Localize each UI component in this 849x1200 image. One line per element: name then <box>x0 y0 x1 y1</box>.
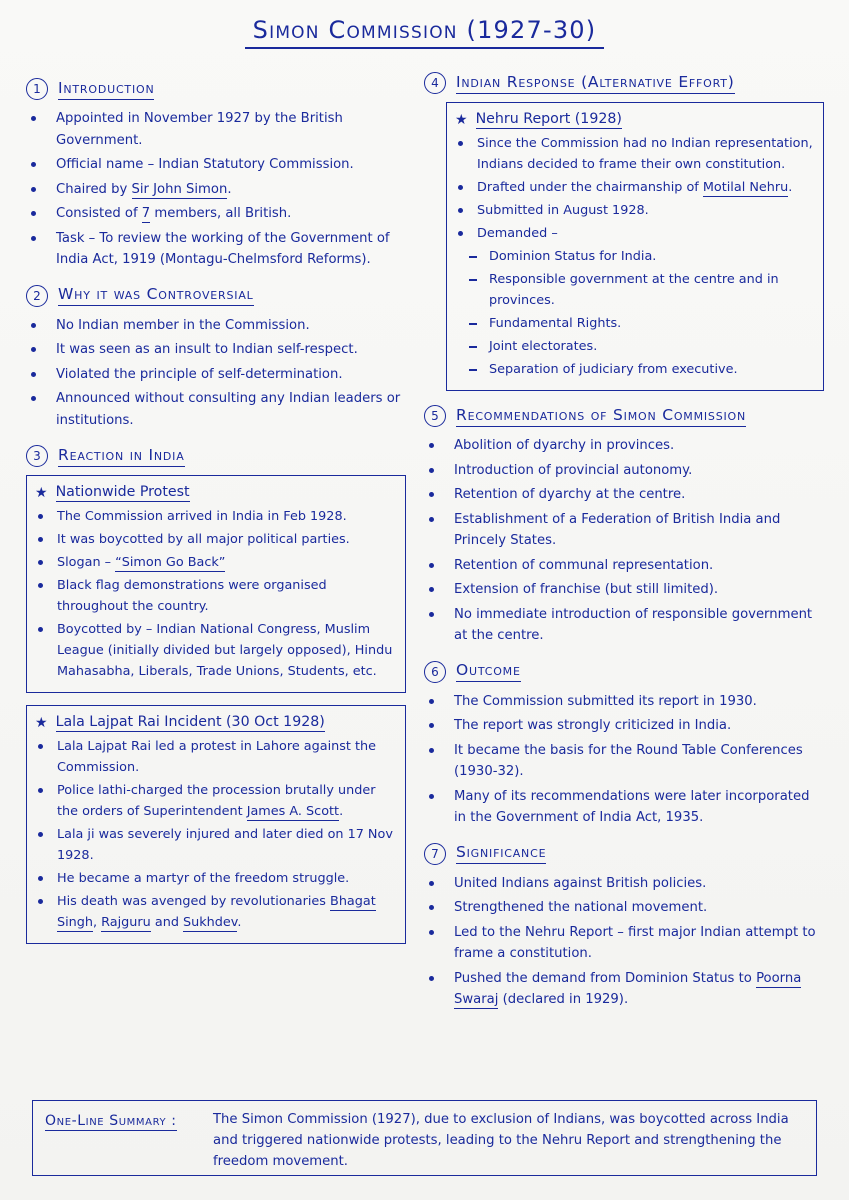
list-item: Demanded – <box>455 223 813 244</box>
section-title: Recommendations of Simon Commission <box>456 406 746 427</box>
section-number: 6 <box>424 661 446 683</box>
list-item: The report was strongly criticized in India. <box>424 715 824 737</box>
item-text: His death was avenged by revolutionaries <box>57 894 331 909</box>
list-item: Announced without consulting any Indian leaders or institutions. <box>26 388 406 431</box>
list-item: Retention of communal representation. <box>424 555 824 577</box>
item-text: Consisted of <box>56 206 142 221</box>
item-text-end: . <box>788 180 793 195</box>
list-item <box>35 552 395 573</box>
item-text: Chaired by <box>56 181 132 197</box>
list-item: United Indians against British policies. <box>424 873 824 895</box>
slogan-text: “Simon Go Back” <box>115 555 226 570</box>
section-number: 4 <box>424 72 446 94</box>
item-text: Police lathi-charged the procession brutally under the orders of Superintendent <box>57 783 376 819</box>
list-item: Extension of franchise (but still limited). <box>424 579 824 601</box>
item-text: Pushed the demand from Dominion Status to <box>454 970 757 986</box>
box-heading <box>455 111 813 129</box>
revolutionary-name: Rajguru <box>101 915 151 930</box>
item-text: Slogan – <box>57 555 116 570</box>
list-item <box>26 179 406 201</box>
list-item: Establishment of a Federation of British India and Princely States. <box>424 509 824 552</box>
section-title: Reaction in India <box>58 446 185 467</box>
list-item: Official name – Indian Statutory Commission. <box>26 154 406 176</box>
nehru-report-box <box>446 102 824 391</box>
list-item: The Commission submitted its report in 1930. <box>424 691 824 713</box>
separator: and <box>150 915 184 930</box>
section-heading <box>424 843 824 865</box>
swaraj-term: Poorna Swaraj <box>454 970 802 1007</box>
section-heading <box>424 72 824 94</box>
section-heading <box>26 285 406 307</box>
demand-item: Separation of judiciary from executive. <box>455 359 813 380</box>
member-count: 7 <box>141 206 151 221</box>
nationwide-protest-box <box>26 475 406 693</box>
section-title: Significance <box>456 843 546 864</box>
list-item: Many of its recommendations were later incorporated in the Government of India Act, 1935. <box>424 786 824 829</box>
bullet-list <box>35 736 395 933</box>
box-title: Nationwide Protest <box>55 484 190 500</box>
list-item: He became a martyr of the freedom struggle. <box>35 868 395 889</box>
list-item: Appointed in November 1927 by the British Government. <box>26 108 406 151</box>
list-item <box>35 891 395 933</box>
star-icon: ★ <box>35 715 48 731</box>
list-item <box>455 177 813 198</box>
box-heading <box>35 714 395 732</box>
list-item <box>26 203 406 225</box>
demand-item: Responsible government at the centre and in provinces. <box>455 269 813 311</box>
section-number: 2 <box>26 285 48 307</box>
left-column <box>26 78 406 958</box>
demand-item: Joint electorates. <box>455 336 813 357</box>
list-item: Lala Lajpat Rai led a protest in Lahore against the Commission. <box>35 736 395 778</box>
section-number: 5 <box>424 405 446 427</box>
star-icon: ★ <box>455 112 468 128</box>
list-item: No immediate introduction of responsible government at the centre. <box>424 604 824 647</box>
list-item: It was seen as an insult to Indian self-respect. <box>26 339 406 361</box>
list-item: Lala ji was severely injured and later died on 17 Nov 1928. <box>35 824 395 866</box>
bullet-list <box>424 873 824 1011</box>
item-text: Drafted under the chairmanship of <box>477 180 703 195</box>
section-title: Indian Response (Alternative Effort) <box>456 73 735 94</box>
box-heading <box>35 484 395 502</box>
list-item: Since the Commission had no Indian representation, Indians decided to frame their own constitution. <box>455 133 813 175</box>
list-item: Strengthened the national movement. <box>424 897 824 919</box>
item-text-end: . <box>227 181 232 197</box>
list-item: Introduction of provincial autonomy. <box>424 460 824 482</box>
list-item: Retention of dyarchy at the centre. <box>424 484 824 506</box>
officer-name: James A. Scott <box>246 804 340 819</box>
list-item: It was boycotted by all major political parties. <box>35 529 395 550</box>
section-number: 7 <box>424 843 446 865</box>
star-icon: ★ <box>35 485 48 501</box>
chairperson-name: Sir John Simon <box>131 181 228 197</box>
bullet-list <box>26 315 406 432</box>
list-item: Abolition of dyarchy in provinces. <box>424 435 824 457</box>
lajpat-rai-incident-box <box>26 705 406 944</box>
section-recommendations <box>424 405 824 647</box>
revolutionary-name: Bhagat Singh <box>57 894 376 930</box>
item-text-end: (declared in 1929). <box>498 992 629 1007</box>
right-column <box>424 72 824 1025</box>
demands-list <box>455 246 813 380</box>
list-item: Led to the Nehru Report – first major Indian attempt to frame a constitution. <box>424 922 824 965</box>
section-heading <box>424 661 824 683</box>
section-number: 1 <box>26 78 48 100</box>
bullet-list <box>455 133 813 244</box>
page-title: Simon Commission (1927-30) <box>245 16 605 49</box>
list-item: Task – To review the working of the Government of India Act, 1919 (Montagu-Chelmsford Reforms). <box>26 228 406 271</box>
list-item: Violated the principle of self-determination. <box>26 364 406 386</box>
demand-item: Fundamental Rights. <box>455 313 813 334</box>
section-heading <box>26 445 406 467</box>
section-why-controversial <box>26 285 406 432</box>
item-text-end: members, all British. <box>150 206 292 221</box>
summary-label-wrap <box>45 1109 213 1167</box>
section-introduction <box>26 78 406 271</box>
list-item: The Commission arrived in India in Feb 1928. <box>35 506 395 527</box>
section-title: Introduction <box>58 79 154 100</box>
list-item: Boycotted by – Indian National Congress, Muslim League (initially divided but largely opposed), Hindu Mahasabha, Liberals, Trade Unions, Students, etc. <box>35 619 395 682</box>
list-item <box>424 968 824 1011</box>
page-title-wrap <box>0 16 849 49</box>
box-title: Nehru Report (1928) <box>475 111 622 127</box>
section-number: 3 <box>26 445 48 467</box>
item-text-end: . <box>237 915 242 930</box>
section-reaction-in-india <box>26 445 406 944</box>
list-item: Submitted in August 1928. <box>455 200 813 221</box>
section-outcome <box>424 661 824 829</box>
section-heading <box>26 78 406 100</box>
separator: , <box>93 915 102 930</box>
bullet-list <box>26 108 406 271</box>
one-line-summary-box <box>32 1100 817 1176</box>
item-text-end: . <box>339 804 344 819</box>
summary-text: The Simon Commission (1927), due to exclusion of Indians, was boycotted across India and triggered nationwide protests, leading to the Nehru Report and strengthening the freedom movement. <box>213 1112 789 1169</box>
bullet-list <box>35 506 395 682</box>
section-title: Why it was Controversial <box>58 285 254 306</box>
box-title: Lala Lajpat Rai Incident (30 Oct 1928) <box>55 714 325 730</box>
section-title: Outcome <box>456 661 521 682</box>
list-item <box>35 780 395 822</box>
summary-label: One-Line Summary : <box>45 1113 177 1129</box>
bullet-list <box>424 435 824 647</box>
section-significance <box>424 843 824 1011</box>
list-item: Black flag demonstrations were organised throughout the country. <box>35 575 395 617</box>
chairman-name: Motilal Nehru <box>702 180 789 195</box>
section-heading <box>424 405 824 427</box>
list-item: No Indian member in the Commission. <box>26 315 406 337</box>
bullet-list <box>424 691 824 829</box>
revolutionary-name: Sukhdev <box>183 915 238 930</box>
demand-item: Dominion Status for India. <box>455 246 813 267</box>
list-item: It became the basis for the Round Table Conferences (1930-32). <box>424 740 824 783</box>
section-indian-response <box>424 72 824 391</box>
